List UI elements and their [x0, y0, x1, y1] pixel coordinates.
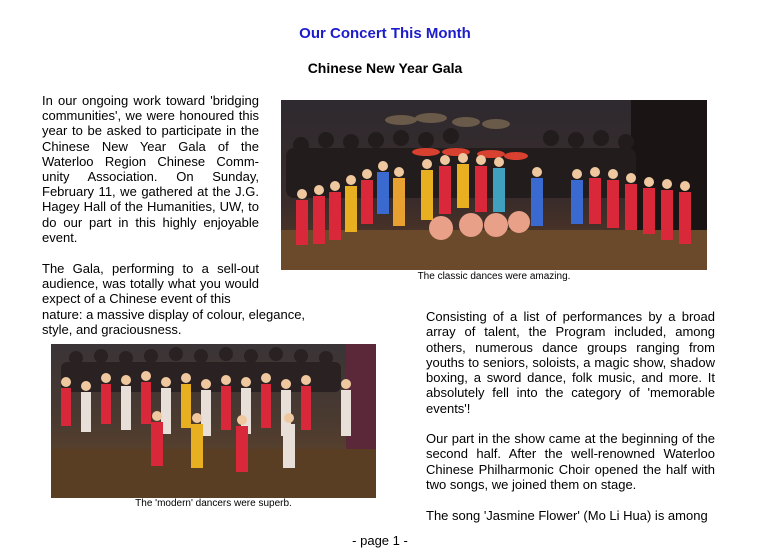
classic-dance-photo	[281, 100, 707, 270]
section-title: Our Concert This Month	[299, 25, 471, 42]
article-title: Chinese New Year Gala	[307, 60, 463, 76]
jasmine-flower-paragraph-text: The song 'Jasmine Flower' (Mo Li Hua) is among	[426, 508, 708, 523]
our-part-paragraph	[426, 431, 715, 492]
classic-dance-caption: The classic dances were amazing.	[417, 271, 571, 282]
modern-dance-photo	[51, 344, 376, 498]
gala-paragraph-text-1: The Gala, performing to a sell-out audience, was totally what you would expect of a Chinese event of this	[42, 261, 259, 307]
jasmine-flower-paragraph	[426, 508, 715, 523]
modern-dance-caption: The 'modern' dancers were superb.	[135, 498, 292, 509]
program-paragraph	[426, 309, 715, 416]
intro-paragraph-text: In our ongoing work toward 'bridging communities', we were honoured this year to be asked to participate in the Chinese New Year Gala of the Waterloo Region Chinese Comm-unity Association. On Sunday, February 11, we gathered at the J.G. Hagey Hall of the Humanities, UW, to do our part in this highly enjoyable event.	[42, 93, 259, 245]
gala-paragraph-start	[42, 261, 259, 307]
program-paragraph-text: Consisting of a list of performances by a broad array of talent, the Program included, among others, numerous dance groups ranging from youths to seniors, soloists, a magic show, shadow boxing, a sword dance, folk music, and more. It absolutely fell into the category of 'memorable events'!	[426, 309, 715, 416]
intro-paragraph	[42, 93, 259, 245]
gala-paragraph-end	[42, 307, 332, 337]
gala-paragraph-text-2: nature: a massive display of colour, elegance, style, and graciousness.	[42, 307, 306, 338]
our-part-paragraph-text: Our part in the show came at the beginning of the second half. After the well-renowned Waterloo Chinese Philharmonic Choir opened the half with two songs, we joined them on stage.	[426, 431, 715, 492]
page-number: - page 1 -	[352, 533, 408, 548]
